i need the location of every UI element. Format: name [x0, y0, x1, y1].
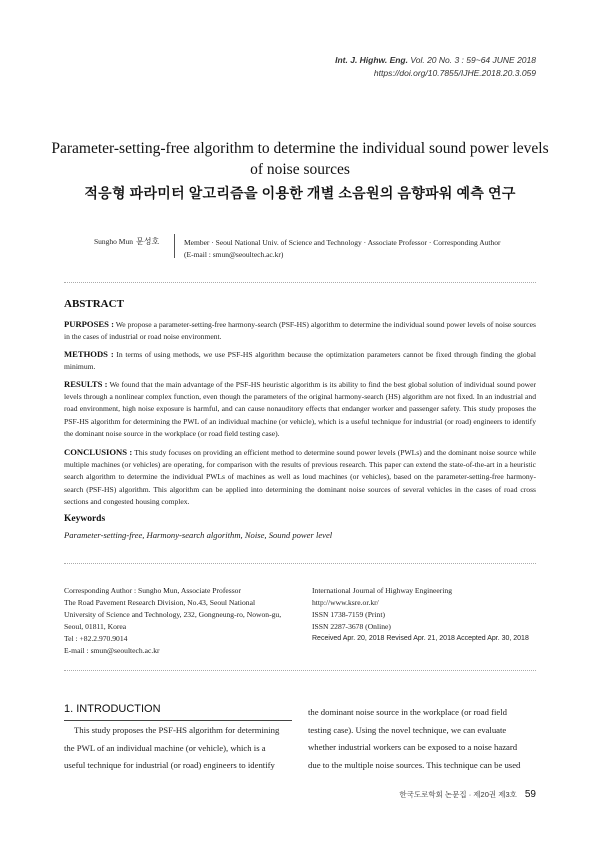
methods-label: METHODS : — [64, 349, 114, 359]
intro-right-line3: whether industrial workers can be exposed to a noise hazard — [308, 742, 518, 752]
intro-left-line3: useful technique for industrial (or road) engineers to identify — [64, 760, 275, 770]
author-name-en: Sungho Mun — [94, 237, 133, 246]
author-affiliation — [184, 237, 501, 261]
corr-tel: Tel : +82.2.970.9014 — [64, 634, 128, 643]
page-footer — [399, 789, 536, 800]
title-en-line2: of noise sources — [250, 161, 350, 178]
accepted-date: Apr. 30, 2018 — [487, 635, 529, 642]
intro-right-line1: the dominant noise source in the workplace (or road field — [308, 707, 508, 717]
keywords-text: Parameter-setting-free, Harmony-search algorithm, Noise, Sound power level — [64, 530, 333, 540]
doi-link[interactable]: https://doi.org/10.7855/IJHE.2018.20.3.059 — [373, 68, 536, 78]
results-label: RESULTS : — [64, 379, 108, 389]
journal-info-block — [312, 585, 542, 645]
author-email: (E-mail : smun@seoultech.ac.kr) — [184, 250, 284, 259]
intro-left-column — [64, 722, 292, 775]
conclusions-text: This study focuses on providing an efficient method to determine sound power levels (PWLs) and the dominant noise source while multiple machines (or vehicles) are operating, for comparison with the results of previous research. This paper can extend the state-of-the-art in a heuristic search algorithm to determine the individual PWLs of machines as well as loud machines (or vehicles), based on the parameter-setting-free harmony-search (PSF-HS) algorithm. This algorithm can be applied into determining the dominant noise sources of several vehicles in the cases of road cross sections and congested housing complex. — [64, 448, 537, 506]
intro-left-line1: This study proposes the PSF-HS algorithm for determining — [74, 725, 280, 735]
divider-top — [64, 282, 536, 283]
abstract-conclusions — [64, 446, 536, 508]
abstract-purposes — [64, 318, 536, 343]
intro-left-line2: the PWL of an individual machine (or vehicle), which is a — [64, 742, 266, 753]
journal-header — [335, 54, 536, 80]
abstract-results — [64, 378, 536, 440]
corr-email[interactable]: E-mail : smun@seoultech.ac.kr — [64, 646, 160, 655]
received-date: Apr. 20, 2018 — [342, 635, 385, 642]
paper-title-en — [40, 138, 560, 180]
intro-right-column — [308, 704, 536, 774]
intro-right-line2: testing case). Using the novel technique, we can evaluate — [308, 724, 507, 735]
corr-line1: Corresponding Author : Sungho Mun, Associate Professor — [64, 586, 241, 595]
journal-name: Int. J. Highw. Eng. — [335, 55, 408, 65]
revised-label: Revised — [386, 635, 412, 642]
corr-line4: Seoul, 01811, Korea — [64, 622, 127, 631]
abstract-heading: ABSTRACT — [64, 298, 124, 310]
footer-journal: 한국도로학회 논문집 · 제20권 제3호 — [399, 790, 517, 799]
abstract-methods — [64, 348, 536, 373]
accepted-label: Accepted — [456, 635, 486, 642]
paper-title-ko: 적응형 파라미터 알고리즘을 이용한 개별 소음원의 음향파워 예측 연구 — [84, 187, 516, 202]
page-number: 59 — [524, 789, 536, 800]
submission-dates — [312, 633, 542, 645]
author-name-ko: 문성호 — [136, 237, 160, 246]
divider-bottom — [64, 670, 536, 671]
issn-print: ISSN 1738-7159 (Print) — [312, 610, 385, 619]
revised-date: Apr. 21, 2018 — [413, 635, 455, 642]
journal-url[interactable]: http://www.ksre.or.kr/ — [312, 598, 379, 607]
results-text: We found that the main advantage of the PSF-HS heuristic algorithm is its ability to find the best global solution of individual sound power levels through a nonlinear complex function, even though the parameters of the original harmony-search (HS) algorithm are not fixed. In an industrial and road environment, high noise exposure is harmful, and can cause nonauditory effects that endanger worker and passenger safety. This study proposes the PSF-HS algorithm for determining the PWL of an individual machine (or vehicle), which is a useful technique for industrial (or road) engineers to identify the dominant noise source in the workplace (or road field testing case). — [64, 380, 537, 438]
journal-info-name: International Journal of Highway Engineering — [312, 586, 453, 595]
methods-text: In terms of using methods, we use PSF-HS algorithm because the optimization parameters cannot be fixed through finding the global minimum. — [64, 350, 536, 372]
title-en-line1: Parameter-setting-free algorithm to determine the individual sound power levels — [51, 140, 549, 157]
intro-right-line4: due to the multiple noise sources. This technique can be used — [308, 759, 521, 770]
author-divider — [174, 234, 175, 258]
divider-middle — [64, 563, 536, 564]
received-label: Received — [312, 635, 342, 642]
corr-line2: The Road Pavement Research Division, No.43, Seoul National — [64, 598, 256, 607]
introduction-heading: 1. INTRODUCTION — [64, 703, 161, 715]
corresponding-author-block — [64, 585, 300, 657]
introduction-rule — [64, 720, 292, 721]
journal-volume: Vol. 20 No. 3 : 59~64 JUNE 2018 — [410, 55, 536, 65]
keywords-heading: Keywords — [64, 514, 106, 524]
affiliation-text: Member · Seoul National Univ. of Science and Technology · Associate Professor · Corresponding Author — [184, 238, 501, 247]
purposes-label: PURPOSES : — [64, 319, 114, 329]
corr-line3: University of Science and Technology, 232, Gongneung-ro, Nowon-gu, — [64, 610, 282, 619]
conclusions-label: CONCLUSIONS : — [64, 447, 133, 457]
issn-online: ISSN 2287-3678 (Online) — [312, 622, 391, 631]
purposes-text: We propose a parameter-setting-free harmony-search (PSF-HS) algorithm to determine the individual sound power levels of noise sources in the cases of industrial or road noise environment. — [64, 320, 536, 342]
